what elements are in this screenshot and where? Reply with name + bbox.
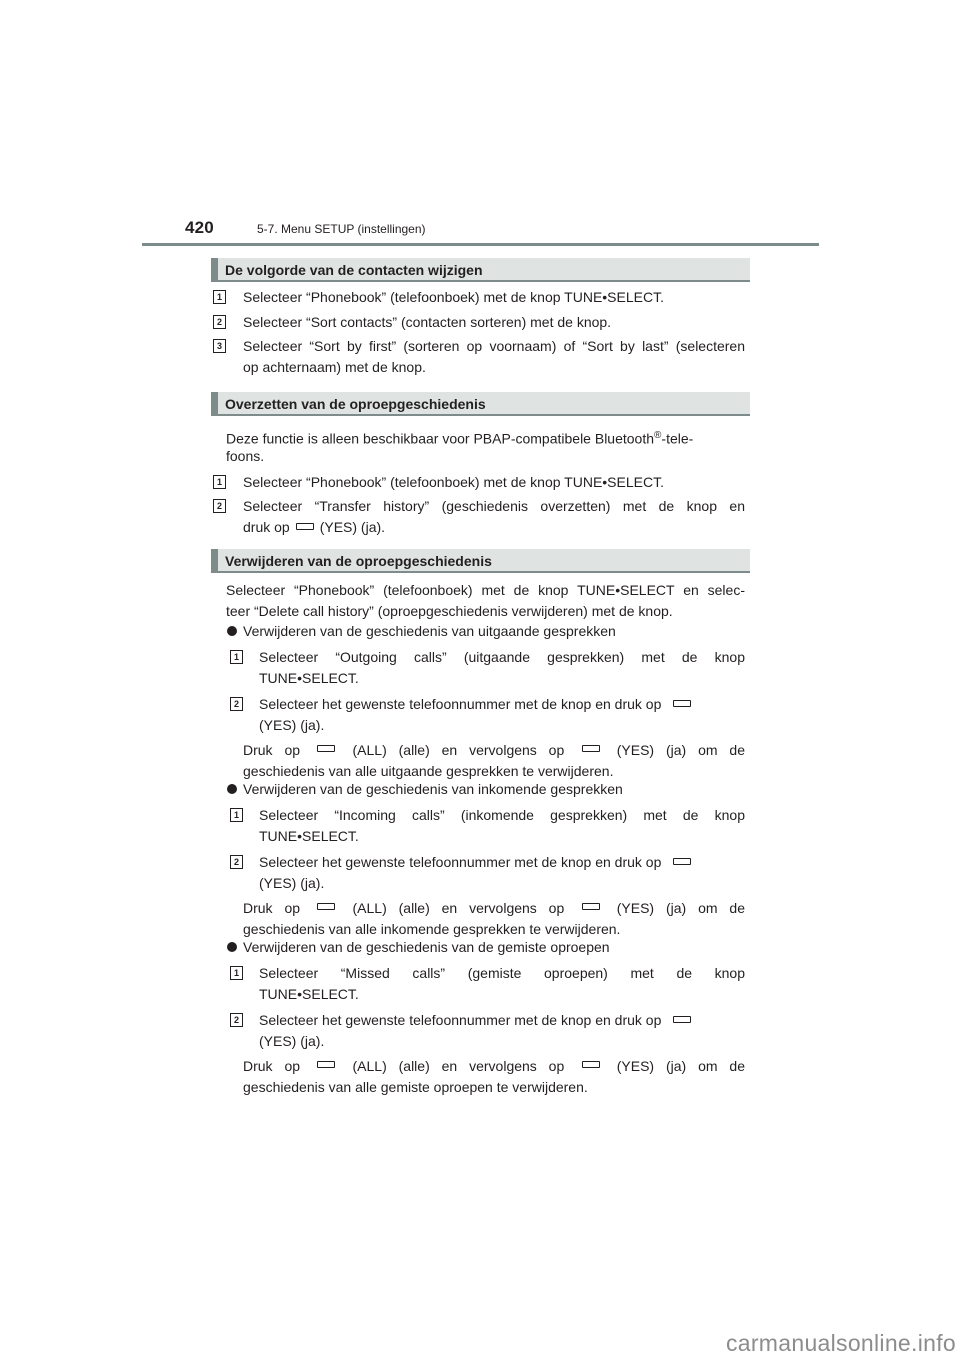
bullet-icon xyxy=(227,784,237,794)
step-text-cont: TUNE•SELECT. xyxy=(259,986,359,1002)
step-text: Selecteer “Transfer history” (geschiedenis overzetten) met de knop en xyxy=(243,498,745,514)
step-text: Selecteer “Missed calls” (gemiste oproepen) met de knop xyxy=(259,965,745,981)
text: druk op xyxy=(243,519,290,535)
note-text xyxy=(243,740,745,761)
step-text: Selecteer “Sort contacts” (contacten sorteren) met de knop. xyxy=(243,314,612,330)
step-number-1: 1 xyxy=(230,650,243,664)
screen-button-icon xyxy=(317,745,335,752)
step-text-cont: (YES) (ja). xyxy=(259,1033,325,1049)
text: (ALL) (alle) en vervolgens op xyxy=(352,900,565,916)
bullet-text: Verwijderen van de geschiedenis van inkomende gesprekken xyxy=(243,781,623,797)
text: Selecteer het gewenste telefoonnummer met de knop en druk op xyxy=(259,854,662,870)
section-header-transfer-history xyxy=(211,392,750,416)
section-title: De volgorde van de contacten wijzigen xyxy=(225,262,483,278)
text: Druk op xyxy=(243,1058,301,1074)
step-text xyxy=(259,852,749,873)
intro-text-cont: foons. xyxy=(226,448,265,464)
step-text-cont: TUNE•SELECT. xyxy=(259,828,359,844)
step-text: Selecteer “Outgoing calls” (uitgaande gesprekken) met de knop xyxy=(259,649,745,665)
note-text xyxy=(243,898,745,919)
note-text-cont: geschiedenis van alle uitgaande gesprekken te verwijderen. xyxy=(243,763,614,779)
step-text: Selecteer “Sort by first” (sorteren op voornaam) of “Sort by last” (selecteren xyxy=(243,338,745,354)
section-header-contact-order xyxy=(211,258,750,282)
text: (YES) (ja). xyxy=(319,519,386,535)
intro-text-b: -tele- xyxy=(661,430,694,447)
text: Druk op xyxy=(243,900,301,916)
bullet-icon xyxy=(227,626,237,636)
registered-mark: ® xyxy=(654,430,662,441)
screen-button-icon xyxy=(673,858,691,865)
step-text xyxy=(259,694,749,715)
step-number-2: 2 xyxy=(230,1013,243,1027)
screen-button-icon xyxy=(582,903,600,910)
bullet-text: Verwijderen van de geschiedenis van uitgaande gesprekken xyxy=(243,623,616,639)
section-header-bar xyxy=(211,549,218,571)
text: Druk op xyxy=(243,742,301,758)
section-header-delete-history xyxy=(211,549,750,573)
note-text-cont: geschiedenis van alle gemiste oproepen te verwijderen. xyxy=(243,1079,588,1095)
intro-text-a: Deze functie is alleen beschikbaar voor PBAP-compatibele Bluetooth xyxy=(226,430,655,447)
step-text: Selecteer “Phonebook” (telefoonboek) met de knop TUNE•SELECT. xyxy=(243,289,664,305)
step-number-2: 2 xyxy=(213,315,226,329)
step-number-1: 1 xyxy=(230,966,243,980)
text: (ALL) (alle) en vervolgens op xyxy=(352,742,565,758)
note-text-cont: geschiedenis van alle inkomende gesprekken te verwijderen. xyxy=(243,921,621,937)
section-title: Verwijderen van de oproepgeschiedenis xyxy=(225,553,492,569)
step-text: Selecteer “Incoming calls” (inkomende gesprekken) met de knop xyxy=(259,807,745,823)
bullet-icon xyxy=(227,942,237,952)
section-header-bar xyxy=(211,258,218,280)
header-divider xyxy=(142,243,819,246)
chapter-title: 5-7. Menu SETUP (instellingen) xyxy=(257,222,426,236)
text: Selecteer het gewenste telefoonnummer met de knop en druk op xyxy=(259,696,662,712)
screen-button-icon xyxy=(582,745,600,752)
step-text-cont xyxy=(243,517,385,538)
step-number-2: 2 xyxy=(213,499,226,513)
step-number-1: 1 xyxy=(213,290,226,304)
screen-button-icon xyxy=(317,903,335,910)
step-number-2: 2 xyxy=(230,697,243,711)
section-title: Overzetten van de oproepgeschiedenis xyxy=(225,396,486,412)
step-text-cont: TUNE•SELECT. xyxy=(259,670,359,686)
section-header-bar xyxy=(211,392,218,414)
step-text-cont: (YES) (ja). xyxy=(259,875,325,891)
step-number-1: 1 xyxy=(230,808,243,822)
step-number-1: 1 xyxy=(213,475,226,489)
step-text-cont: (YES) (ja). xyxy=(259,717,325,733)
step-text: Selecteer “Phonebook” (telefoonboek) met de knop TUNE•SELECT. xyxy=(243,474,664,490)
text: (ALL) (alle) en vervolgens op xyxy=(352,1058,565,1074)
page-number: 420 xyxy=(185,218,214,237)
bullet-text: Verwijderen van de geschiedenis van de gemiste oproepen xyxy=(243,939,610,955)
step-number-2: 2 xyxy=(230,855,243,869)
text: Selecteer het gewenste telefoonnummer met de knop en druk op xyxy=(259,1012,662,1028)
text: (YES) (ja) om de xyxy=(616,900,745,916)
intro-text-cont: teer “Delete call history” (oproepgeschiedenis verwijderen) met de knop. xyxy=(226,603,673,619)
watermark: carmanualsonline.info xyxy=(725,1330,956,1356)
intro-text: Selecteer “Phonebook” (telefoonboek) met de knop TUNE•SELECT en selec- xyxy=(226,582,745,598)
text: (YES) (ja) om de xyxy=(616,1058,745,1074)
screen-button-icon xyxy=(317,1061,335,1068)
screen-button-icon xyxy=(673,700,691,707)
intro-text xyxy=(226,425,745,450)
step-number-3: 3 xyxy=(213,339,226,353)
step-text-cont: op achternaam) met de knop. xyxy=(243,359,426,375)
text: (YES) (ja) om de xyxy=(616,742,745,758)
screen-button-icon xyxy=(673,1016,691,1023)
screen-button-icon xyxy=(582,1061,600,1068)
step-text xyxy=(259,1010,749,1031)
screen-button-icon xyxy=(296,523,314,530)
note-text xyxy=(243,1056,745,1077)
